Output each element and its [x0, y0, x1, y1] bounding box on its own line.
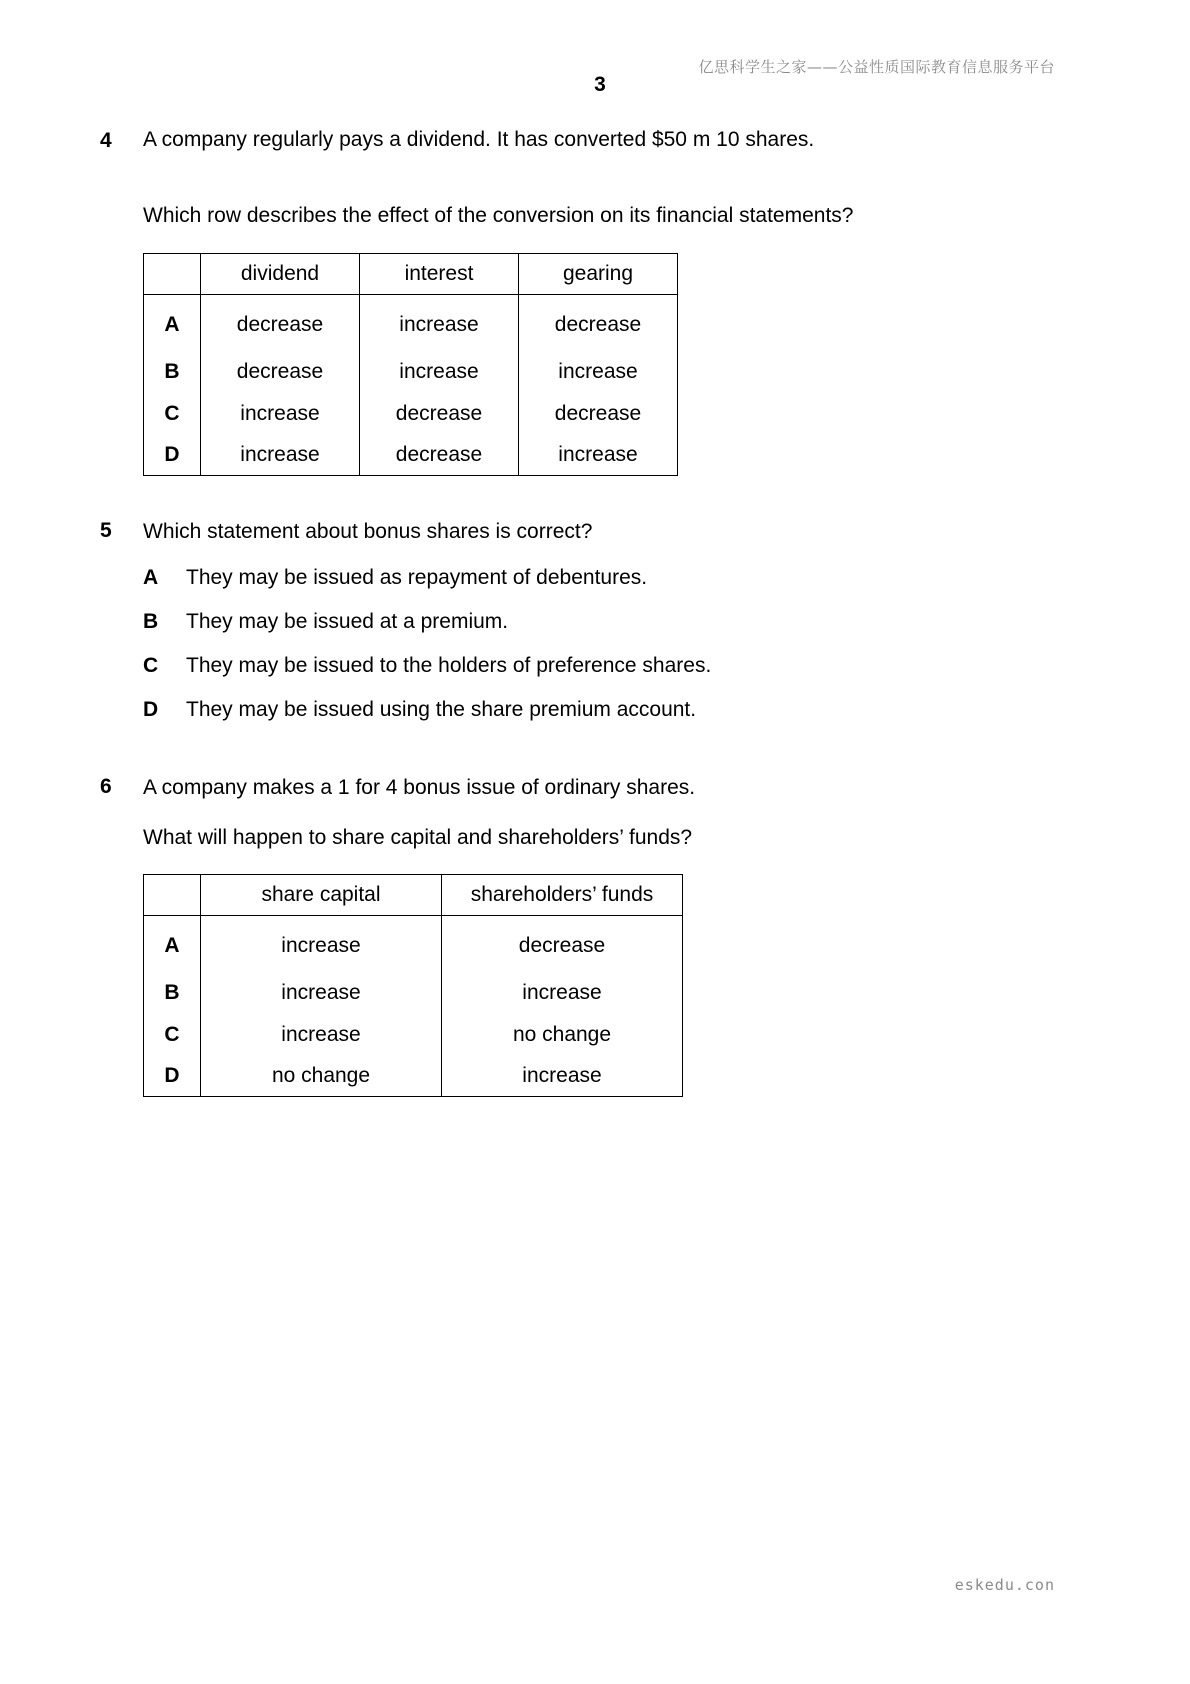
option-letter: D — [143, 698, 159, 721]
table-header-cell: interest — [360, 254, 519, 295]
option-letter: B — [143, 610, 159, 633]
table-cell: increase — [201, 435, 360, 476]
table-header-cell: shareholders’ funds — [442, 875, 683, 916]
row-letter: A — [144, 916, 201, 973]
page-number: 3 — [594, 73, 606, 96]
table-header-row — [144, 254, 678, 295]
table-header-cell: share capital — [201, 875, 442, 916]
option-letter: C — [143, 654, 159, 677]
option-text: They may be issued as repayment of debentures. — [186, 566, 648, 589]
table-cell: decrease — [360, 393, 519, 435]
row-letter: A — [144, 295, 201, 352]
table-row — [144, 351, 678, 393]
row-letter: D — [144, 435, 201, 476]
table-header-cell — [144, 254, 201, 295]
table-cell: decrease — [519, 295, 678, 352]
table-row — [144, 972, 683, 1014]
row-letter: B — [144, 351, 201, 393]
table-cell: increase — [442, 1056, 683, 1097]
table-header-cell: gearing — [519, 254, 678, 295]
option-letter: A — [143, 566, 159, 589]
table-cell: increase — [201, 393, 360, 435]
table-cell: increase — [201, 916, 442, 973]
row-letter: C — [144, 1014, 201, 1056]
table-cell: increase — [519, 351, 678, 393]
question-6-table — [143, 874, 683, 1097]
table-cell: increase — [201, 1014, 442, 1056]
table-cell: decrease — [442, 916, 683, 973]
question-6-stem: A company makes a 1 for 4 bonus issue of ordinary shares. — [143, 776, 696, 799]
option-text: They may be issued to the holders of preference shares. — [186, 654, 712, 677]
table-cell: increase — [442, 972, 683, 1014]
question-4-prompt: Which row describes the effect of the conversion on its financial statements? — [143, 204, 854, 227]
table-header-cell: dividend — [201, 254, 360, 295]
question-6-prompt: What will happen to share capital and shareholders’ funds? — [143, 826, 693, 849]
table-cell: increase — [201, 972, 442, 1014]
footer-site-text: eskedu.con — [954, 1576, 1055, 1594]
table-cell: decrease — [201, 351, 360, 393]
table-row — [144, 1014, 683, 1056]
row-letter: B — [144, 972, 201, 1014]
question-4-number: 4 — [100, 129, 112, 152]
table-row — [144, 295, 678, 352]
table-cell: decrease — [519, 393, 678, 435]
table-header-cell — [144, 875, 201, 916]
table-row — [144, 1056, 683, 1097]
question-6-number: 6 — [100, 775, 112, 798]
option-text: They may be issued at a premium. — [186, 610, 509, 633]
question-4-stem: A company regularly pays a dividend. It has converted $50 m 10 shares. — [143, 128, 815, 151]
header-site-text: 亿思科学生之家——公益性质国际教育信息服务平台 — [698, 58, 1055, 76]
question-4-table — [143, 253, 678, 476]
table-cell: decrease — [201, 295, 360, 352]
question-5-number: 5 — [100, 519, 112, 542]
table-row — [144, 916, 683, 973]
row-letter: D — [144, 1056, 201, 1097]
table-header-row — [144, 875, 683, 916]
table-cell: no change — [201, 1056, 442, 1097]
question-5-prompt: Which statement about bonus shares is correct? — [143, 520, 593, 543]
table-cell: no change — [442, 1014, 683, 1056]
row-letter: C — [144, 393, 201, 435]
table-row — [144, 435, 678, 476]
table-cell: increase — [519, 435, 678, 476]
table-cell: increase — [360, 351, 519, 393]
option-text: They may be issued using the share premium account. — [186, 698, 697, 721]
table-row — [144, 393, 678, 435]
table-cell: decrease — [360, 435, 519, 476]
table-cell: increase — [360, 295, 519, 352]
